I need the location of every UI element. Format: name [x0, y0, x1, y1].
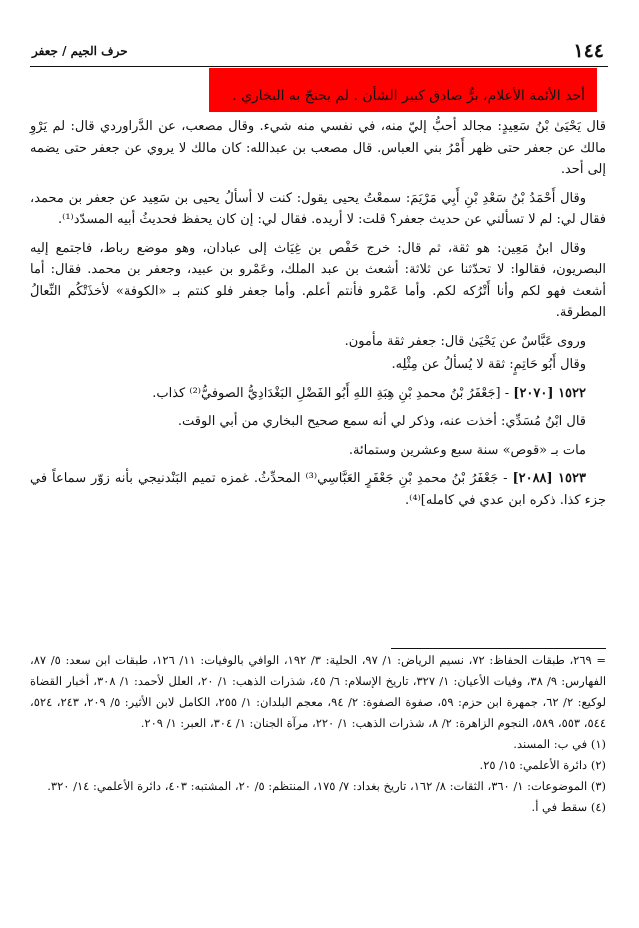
entry-number: ١٥٢٢ [٢٠٧٠] [513, 385, 586, 401]
entry-number: ١٥٢٣ [٢٠٨٨] [512, 471, 586, 486]
highlight-box [209, 68, 597, 112]
page-number: ١٤٤ [573, 40, 604, 62]
footnotes [30, 650, 606, 818]
footnote-4: (٤) سقط في أ. [531, 800, 606, 814]
paragraph: وروى عَبَّاسٌ عن يَحْيَىٰ قال: جعفر ثقة مأمون. [344, 333, 586, 349]
paragraph: قال ابْنُ مُسَدِّي: أخذت عنه، وذكر لي أنه سمع صحيح البخاري من أبي الوقت. [177, 414, 586, 429]
footnote-sources: = ٢٦٩، طبقات الحفاظ: ٧٢، نسيم الرياض: ١/ ٩٧، الحلية: ٣/ ١٩٢، الوافي بالوفيات: ١١/ ١٢٦، طبقات ابن سعد: ٥/ ٨٧، الفهارس: ٩/ ٣٨، وفيات الأعيان: ١/ ٣٢٧، تاريخ الإسلام: ٦/ ٤٥، شذرات الذهب: ١/ ٢٠، العلل لأحمد: ١/ ٣٠٨، أخبار القضاة لوكيع: ٢/ ٦٢، جمهرة ابن حزم: ٥٩، صفوة الصفوة: ٢/ ٩٤، معجم البلدان: ١/ ٢٥٥، الكامل لابن الأثير: ٥/ ٢٠٩، ٢٤٣، ٥٢٤، ٥٤٤، ٥٥٣، ٥٨٩، النجوم الزاهرة: ٢/ ٨، شذرات الذهب: ١/ ٢٢٠، مرآة الجنان: ١/ ٣٠٤، العبر: ١/ ٢٠٩. [30, 653, 607, 730]
paragraph: وقال ابنُ مَعِين: هو ثقة، ثم قال: خرج حَفْص بن غِيَاث إلى عبادان، وهو موضع رباط، فاجتمع إليه البصريون، فقالوا: لا تحدّثنا عن ثلاثة: أشعث بن عبد الملك، وعَمْرو بن عبيد، وجعفر بن محمد. فقال: أما أشعث فهو لكم وأنا أَتْرُكه لكم. وأما عَمْرو فأنتم أعلم. وأما جعفر فلو كنتم بـ «الكوفة» لأخذَتْكُم النِّعالُ المطرقة. [30, 240, 606, 320]
entry-text: - [جَعْفَرُ بْنُ محمدِ بْنِ هِبَةِ اللهِ أَبُو الفَضْلِ البَغْدَادِيُّ الصوفيُّ⁽²⁾ كذاب. [152, 385, 514, 401]
running-title: حرف الجيم / جعفر [32, 44, 128, 58]
footnote-2: (٢) دائرة الأعلمي: ١٥/ ٢٥. [479, 758, 606, 772]
page-header [30, 42, 608, 67]
paragraph: قال يَحْيَىٰ بْنُ سَعِيدٍ: مجالد أحبُّ إليّ منه، في نفسي منه شيء. وقال مصعب، عن الدَّراوردي قال: لم يَرْوِ مالك عن جعفر حتى ظهر أَمْرُ بني العباس. قال مصعب بن عبدالله: كان مالك لا يروي عن جعفر حتى يضمه إلى أحد. [30, 119, 606, 177]
entry-text: - جَعْفَرُ بْنُ محمدِ بْنِ جَعْفَرٍ العَبَّاسِي⁽³⁾ المحدِّثُ. غمزه تميم البَنْدنيجي بأنه زوّر سماعاً في جزء كذا. ذكره ابن عدي في كامله]⁽⁴⁾. [30, 471, 606, 508]
entry-1522 [30, 383, 606, 405]
entry-1523 [30, 468, 606, 511]
footnote-1: (١) في ب: المسند. [513, 737, 606, 751]
paragraph: وقال أَبُو حَاتِمٍ: ثقة لا يُسألُ عن مِثْلِه. [391, 357, 586, 372]
highlight-text: أحد الأئمة الأعلام، برٌّ صادق كبير الشأن . لم يحتجّ به البخاري . [232, 88, 585, 104]
paragraph: مات بـ «قوص» سنة سبع وعشرين وستمائة. [348, 442, 586, 458]
footnote-3: (٣) الموضوعات: ١/ ٣٦٠، الثقات: ٨/ ١٦٢، تاريخ بغداد: ٧/ ١٧٥، المنتظم: ٥/ ٢٠، المشتبه: ٤٠٣، دائرة الأعلمي: ١٤/ ٣٢٠. [47, 779, 606, 793]
paragraph: وقال أَحْمَدُ بْنُ سَعْدِ بْنِ أَبِي مَرْيَمَ: سمعْتُ يحيى يقول: كنت لا أسألُ يحيى بن سَعِيد عن جعفر بن محمد، فقال لي: لم لا تسألني عن حديث جعفر؟ قلت: لا أريده. فقال لي: إن كان يحفظ فحديثُ أبيه المسدّد⁽¹⁾. [30, 190, 606, 227]
main-text [30, 116, 606, 518]
footnote-divider [391, 648, 606, 649]
